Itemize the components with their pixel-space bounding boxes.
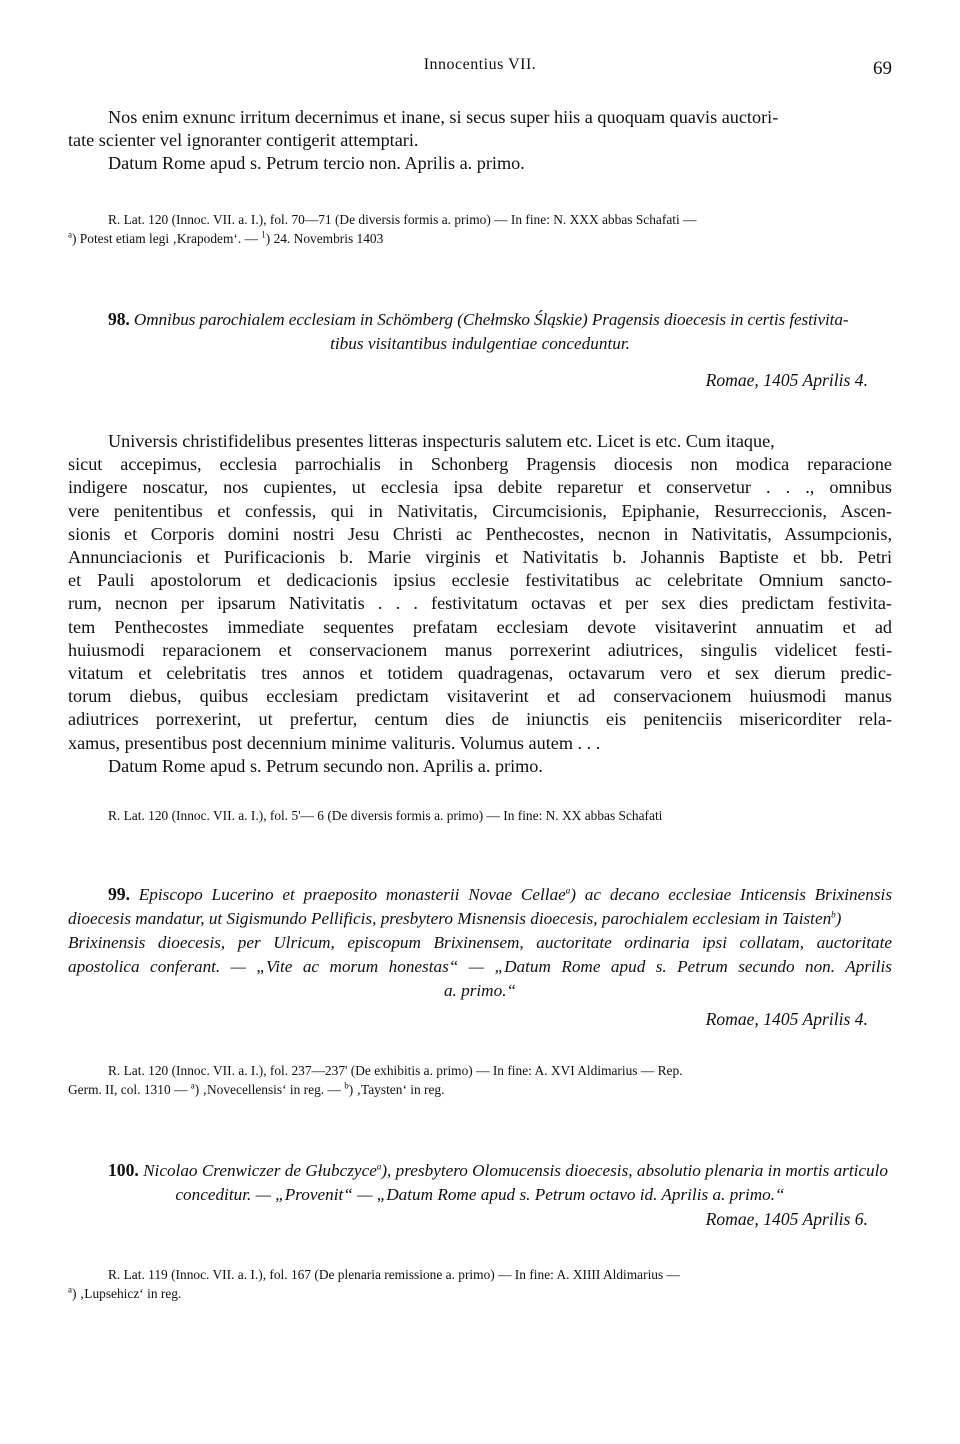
entry-number: 99. — [108, 884, 130, 904]
entry-100-heading — [68, 1158, 892, 1231]
entry-99-text — [68, 882, 892, 1003]
note-99 — [68, 1062, 892, 1099]
body-line: huiusmodi reparacionem et conservacionem manus porrexerint adiutrices, singulis videlicet festi- — [68, 639, 892, 660]
heading-text: ) — [835, 909, 842, 928]
source-100: R. Lat. 119 (Innoc. VII. a. I.), fol. 167 (De plenaria remissione a. primo) — In fine: A. XIIII Aldimarius — — [108, 1267, 680, 1282]
footnotes-100 — [68, 1285, 892, 1304]
body-line: Annunciacionis et Purificacionis b. Marie virginis et Nativitatis b. Johannis Baptiste et bb. Petri — [68, 547, 892, 568]
footnote-text: ) ‚Novecellensis‘ in reg. — — [194, 1081, 345, 1097]
heading-text: Nicolao Crenwiczer de Głubczyce — [143, 1161, 377, 1180]
body-line: et Pauli apostolorum et dedicacionis ipsius ecclesie festivitatibus ac celebritate Omnium sancto- — [68, 570, 892, 591]
heading-line — [68, 1158, 892, 1183]
entry-98-text — [68, 430, 892, 755]
note-100 — [68, 1266, 892, 1303]
intro-line-1: Nos enim exnunc irritum decernimus et inane, si secus super hiis a quoquam quavis auctori- — [108, 107, 779, 127]
body-line: vere penitentibus et confessis, qui in Nativitatis, Circumcisionis, Epiphanie, Resurreccionis, Ascen- — [68, 500, 892, 521]
running-title: Innocentius VII. — [423, 56, 537, 73]
body-line: vitatum et celebritatis tres annos et totidem quadragenas, octavarum vero et sex dierum predic- — [68, 663, 892, 684]
entry-98-heading-line-1 — [68, 307, 892, 332]
heading-line: conceditur. — „Provenit“ — „Datum Rome apud s. Petrum octavo id. Aprilis a. primo.“ — [175, 1185, 785, 1204]
source-97: R. Lat. 120 (Innoc. VII. a. I.), fol. 70—71 (De diversis formis a. primo) — In fine: N. XXX abbas Schafati — — [108, 212, 697, 227]
footnote-mark: a — [376, 1161, 382, 1172]
body-line: rum, necnon per ipsarum Nativitatis . . . festivitatum octavas et per sex dies predictam festivita- — [68, 593, 892, 614]
body-line: tem Penthecostes immediate sequentes prefatam ecclesiam devote visitaverint annuatim et ad — [68, 616, 892, 637]
entry-number: 98. — [108, 309, 130, 329]
heading-text: dioecesis mandatur, ut Sigismundo Pellificis, presbytero Misnensis dioecesis, parochialem ecclesiam in Taisten — [68, 909, 832, 928]
entry-100-text — [68, 1158, 892, 1207]
footnote-mark: a — [68, 229, 72, 240]
footnote-mark: a — [190, 1080, 195, 1091]
footnote-text: ) ‚Taysten‘ in reg. — [348, 1081, 445, 1097]
footnote-mark: b — [831, 909, 836, 920]
footnotes-97 — [68, 230, 892, 249]
source-98: R. Lat. 120 (Innoc. VII. a. I.), fol. 5'— 6 (De diversis formis a. primo) — In fine: N. XX abbas Schafati — [108, 808, 663, 823]
body-line: indigere noscatur, nos cupientes, ut ecclesia ipsa debite reparetur et conservetur . . ., omnibus — [68, 477, 892, 498]
heading-line: apostolica conferant. — „Vite ac morum honestas“ — „Datum Rome apud s. Petrum secundo non. Aprilis — [68, 957, 892, 976]
entry-99-date: Romae, 1405 Aprilis 4. — [705, 1009, 868, 1029]
footnote-text: ) 24. Novembris 1403 — [265, 230, 384, 246]
source-text: Germ. II, col. 1310 — — [68, 1081, 191, 1097]
entry-98-heading — [68, 307, 892, 392]
note-97 — [68, 211, 892, 248]
footnote-text: ) ‚Lupsehicz‘ in reg. — [72, 1285, 182, 1301]
footnote-mark: b — [344, 1080, 349, 1091]
page-number: 69 — [873, 58, 892, 79]
heading-line: a. primo.“ — [443, 981, 517, 1000]
entry-100-date: Romae, 1405 Aprilis 6. — [705, 1209, 868, 1229]
heading-text: ) ac decano ecclesiae Inticensis Brixinensis — [570, 885, 893, 904]
source-99-line-1: R. Lat. 120 (Innoc. VII. a. I.), fol. 237—237' (De exhibitis a. primo) — In fine: A. XVI Aldimarius — Rep. — [108, 1063, 683, 1078]
footnote-text: ) Potest etiam legi ‚Krapodem‘. — — [72, 230, 262, 246]
entry-number: 100. — [108, 1160, 139, 1180]
intro-paragraph — [68, 106, 892, 176]
entry-98-date: Romae, 1405 Aprilis 4. — [705, 370, 868, 390]
body-line: adiutrices porrexerint, ut prefertur, centum dies de iniunctis eis penitenciis misericorditer rela- — [68, 709, 892, 730]
entry-98-dated: Datum Rome apud s. Petrum secundo non. Aprilis a. primo. — [108, 755, 543, 776]
entry-98-heading-line-2: tibus visitantibus indulgentiae conceduntur. — [330, 334, 630, 353]
heading-text: Omnibus parochialem ecclesiam in Schömberg (Chełmsko Śląskie) Pragensis dioecesis in certis festivita- — [133, 310, 849, 329]
intro-dated: Datum Rome apud s. Petrum tercio non. Aprilis a. primo. — [108, 153, 525, 174]
body-line: sionis et Corporis domini nostri Jesu Christi ac Penthecostes, necnon in Nativitatis, Assumpcionis, — [68, 523, 892, 544]
body-line: torum diebus, quibus ecclesiam predictam visitaverint et ad conservacionem huiusmodi manus — [68, 686, 892, 707]
footnote-mark: a — [565, 885, 571, 896]
footnote-mark: a — [68, 1284, 72, 1295]
heading-line — [68, 907, 892, 931]
entry-99-heading — [68, 882, 892, 1031]
entry-98-body — [68, 430, 892, 778]
heading-line — [68, 882, 892, 907]
body-line: xamus, presentibus post decennium minime valituris. Volumus autem . . . — [68, 732, 601, 753]
note-98 — [68, 807, 892, 826]
intro-line-2: tate scienter vel ignoranter contigerit attemptari. — [68, 130, 419, 151]
heading-text: ), presbytero Olomucensis dioecesis, absolutio plenaria in mortis articulo — [381, 1161, 888, 1180]
body-line: Universis christifidelibus presentes litteras inspecturis salutem etc. Licet is etc. Cum itaque, — [108, 431, 775, 451]
footnote-mark: 1 — [261, 229, 266, 240]
heading-line: Brixinensis dioecesis, per Ulricum, episcopum Brixinensem, auctoritate ordinaria ipsi collatam, auctoritate — [68, 933, 892, 952]
heading-text: Episcopo Lucerino et praeposito monasterii Novae Cellae — [138, 885, 566, 904]
body-line: sicut accepimus, ecclesia parrochialis in Schonberg Pragensis diocesis non modica reparacione — [68, 454, 892, 475]
source-99-line-2 — [68, 1081, 892, 1100]
